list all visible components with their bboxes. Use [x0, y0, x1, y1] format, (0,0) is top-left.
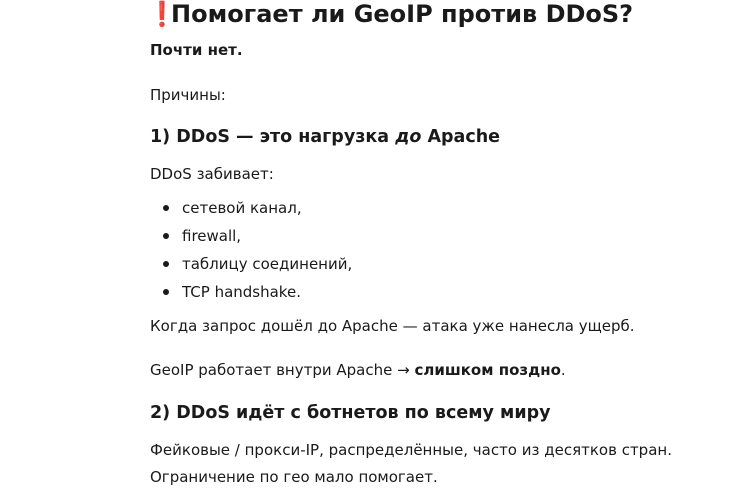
- list-item: [150, 278, 352, 306]
- section-2-line-2: Ограничение по гео мало помогает.: [150, 468, 438, 486]
- list-item: [150, 194, 352, 222]
- section-1-intro: DDoS забивает:: [150, 165, 274, 183]
- list-item-text: сетевой канал,: [182, 199, 302, 217]
- reasons-label: Причины:: [150, 86, 226, 104]
- section-1-heading: [150, 124, 500, 150]
- bullet-icon: [163, 261, 169, 267]
- section-1-heading-prefix: 1) DDoS — это нагрузка: [150, 127, 396, 147]
- section-2-line-1: Фейковые / прокси-IP, распределённые, часто из десятков стран.: [150, 441, 672, 459]
- section-1-after: Когда запрос дошёл до Apache — атака уже нанесла ущерб.: [150, 317, 635, 335]
- section-1-heading-emphasis: до: [395, 127, 422, 147]
- exclamation-icon: ❗: [147, 0, 177, 28]
- short-answer: Почти нет.: [150, 41, 243, 59]
- bullet-icon: [163, 205, 169, 211]
- section-1-heading-suffix: Apache: [421, 127, 501, 147]
- list-item-text: таблицу соединений,: [182, 255, 353, 273]
- list-item-text: firewall,: [182, 227, 242, 245]
- list-item-text: TCP handshake.: [182, 283, 301, 301]
- list-item: [150, 250, 352, 278]
- section-2-heading: 2) DDoS идёт с ботнетов по всему миру: [150, 403, 551, 423]
- bullet-icon: [163, 289, 169, 295]
- section-1-geoip: [150, 359, 566, 381]
- geoip-strong: слишком поздно: [414, 361, 561, 379]
- page-title: [147, 0, 633, 30]
- list-item: [150, 222, 352, 250]
- ddos-targets-list: [150, 194, 352, 306]
- bullet-icon: [163, 233, 169, 239]
- geoip-suffix: .: [560, 361, 566, 379]
- page-title-text: Помогает ли GeoIP против DDoS?: [171, 0, 634, 28]
- geoip-prefix: GeoIP работает внутри Apache →: [150, 361, 415, 379]
